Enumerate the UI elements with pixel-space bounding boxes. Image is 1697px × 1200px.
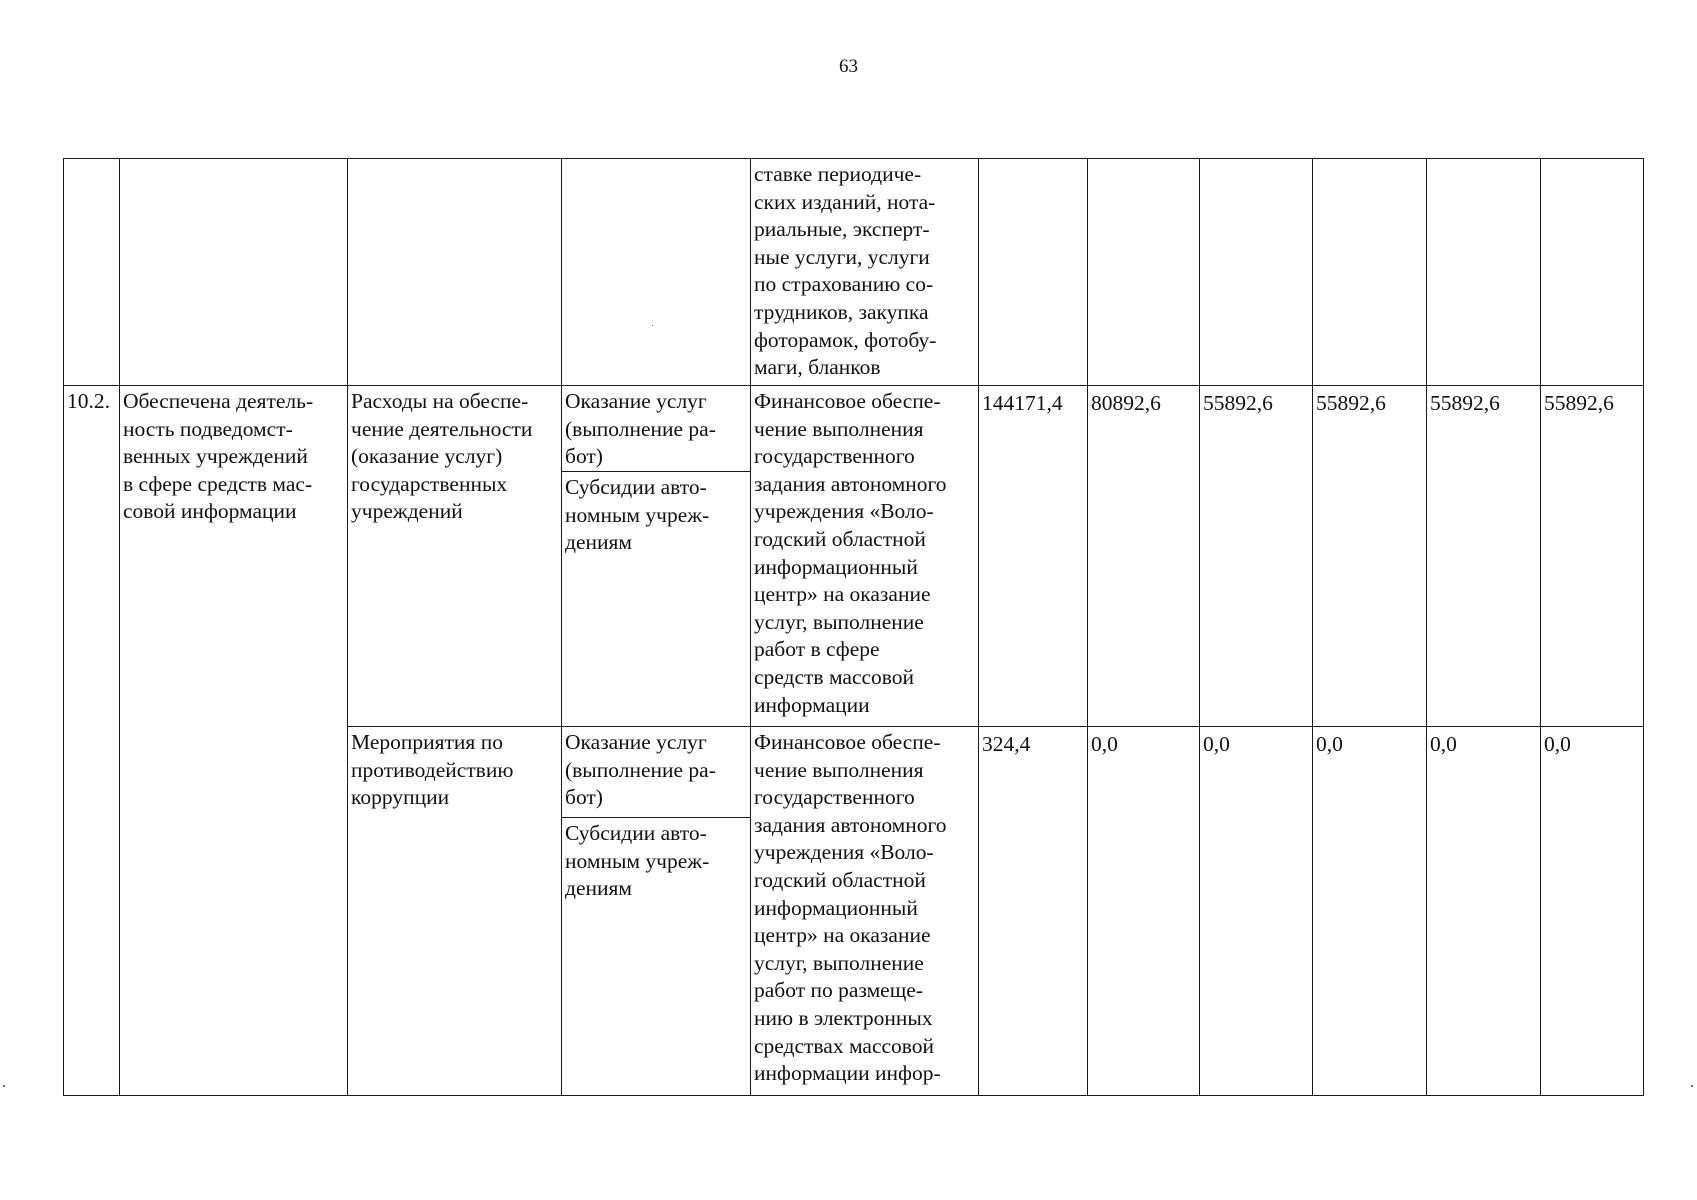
kind-text: Оказание услуг (выполнение ра- бот) <box>565 389 716 469</box>
value-cell <box>1200 386 1313 727</box>
table-row <box>64 386 1644 472</box>
value-cell <box>1541 727 1644 1096</box>
value-cell <box>1313 727 1427 1096</box>
kind-text: Оказание услуг (выполнение ра- бот) <box>565 730 716 810</box>
activity-cell <box>348 386 562 727</box>
activity-name: Мероприятия по противодействию коррупции <box>351 730 514 810</box>
row-number: 10.2. <box>67 389 110 413</box>
measure-description-text: ставке периодиче- ских изданий, нота- риальные, эксперт- ные услуги, услуги по страхованию со- трудников, закупка фоторамок, фотобу- маги, бланков <box>754 162 937 380</box>
measure-description-cell <box>751 159 979 386</box>
result-cell <box>120 159 348 386</box>
row-number-cell <box>64 386 120 1096</box>
value-cell <box>1541 386 1644 727</box>
kind-text: Субсидии авто- номным учреж- дениям <box>565 821 710 901</box>
table-row <box>64 159 1644 386</box>
value-year-5: 55892,6 <box>1544 391 1614 415</box>
value-cell <box>1200 727 1313 1096</box>
value-year-3: 55892,6 <box>1316 391 1386 415</box>
value-year-5: 0,0 <box>1544 732 1571 756</box>
value-year-2: 0,0 <box>1203 732 1230 756</box>
value-cell <box>979 159 1088 386</box>
kind-cell <box>562 818 751 1096</box>
value-year-1: 0,0 <box>1091 732 1118 756</box>
kind-cell <box>562 386 751 472</box>
activity-cell <box>348 727 562 1096</box>
scan-speck <box>3 1085 5 1087</box>
value-year-4: 55892,6 <box>1430 391 1500 415</box>
value-total: 324,4 <box>982 732 1031 756</box>
value-year-4: 0,0 <box>1430 732 1457 756</box>
value-cell <box>1313 386 1427 727</box>
activity-cell <box>348 159 562 386</box>
value-cell <box>1088 727 1200 1096</box>
scan-speck <box>652 325 653 326</box>
value-cell <box>1088 386 1200 727</box>
value-year-2: 55892,6 <box>1203 391 1273 415</box>
activity-name: Расходы на обеспе- чение деятельности (оказание услуг) государственных учреждений <box>351 389 533 524</box>
value-cell <box>1427 386 1541 727</box>
value-cell <box>1427 159 1541 386</box>
value-cell <box>1541 159 1644 386</box>
result-cell <box>120 386 348 1096</box>
value-cell <box>1427 727 1541 1096</box>
value-year-3: 0,0 <box>1316 732 1343 756</box>
measure-description-text: Финансовое обеспе- чение выполнения государственного задания автономного учреждения «Воло- годский областной информационный центр» на оказание услуг, выполнение работ в сфере средств массовой информации <box>754 389 947 717</box>
value-total: 144171,4 <box>982 391 1063 415</box>
budget-table <box>63 158 1644 1096</box>
measure-description-cell <box>751 727 979 1096</box>
value-cell <box>979 386 1088 727</box>
kind-text: Субсидии авто- номным учреж- дениям <box>565 475 710 555</box>
value-cell <box>1200 159 1313 386</box>
value-cell <box>979 727 1088 1096</box>
kind-cell <box>562 159 751 386</box>
measure-description-text: Финансовое обеспе- чение выполнения государственного задания автономного учреждения «Воло- годский областной информационный центр» на оказание услуг, выполнение работ по размеще- нию в электронных средствах массовой информации инфор- <box>754 730 947 1086</box>
kind-cell <box>562 472 751 727</box>
measure-description-cell <box>751 386 979 727</box>
value-cell <box>1088 159 1200 386</box>
kind-cell <box>562 727 751 818</box>
value-year-1: 80892,6 <box>1091 391 1161 415</box>
value-cell <box>1313 159 1427 386</box>
row-number-cell <box>64 159 120 386</box>
scan-speck <box>1691 1085 1693 1087</box>
result-text: Обеспечена деятель- ность подведомст- венных учреждений в сфере средств мас- совой информации <box>123 389 314 524</box>
page-number: 63 <box>839 56 858 77</box>
